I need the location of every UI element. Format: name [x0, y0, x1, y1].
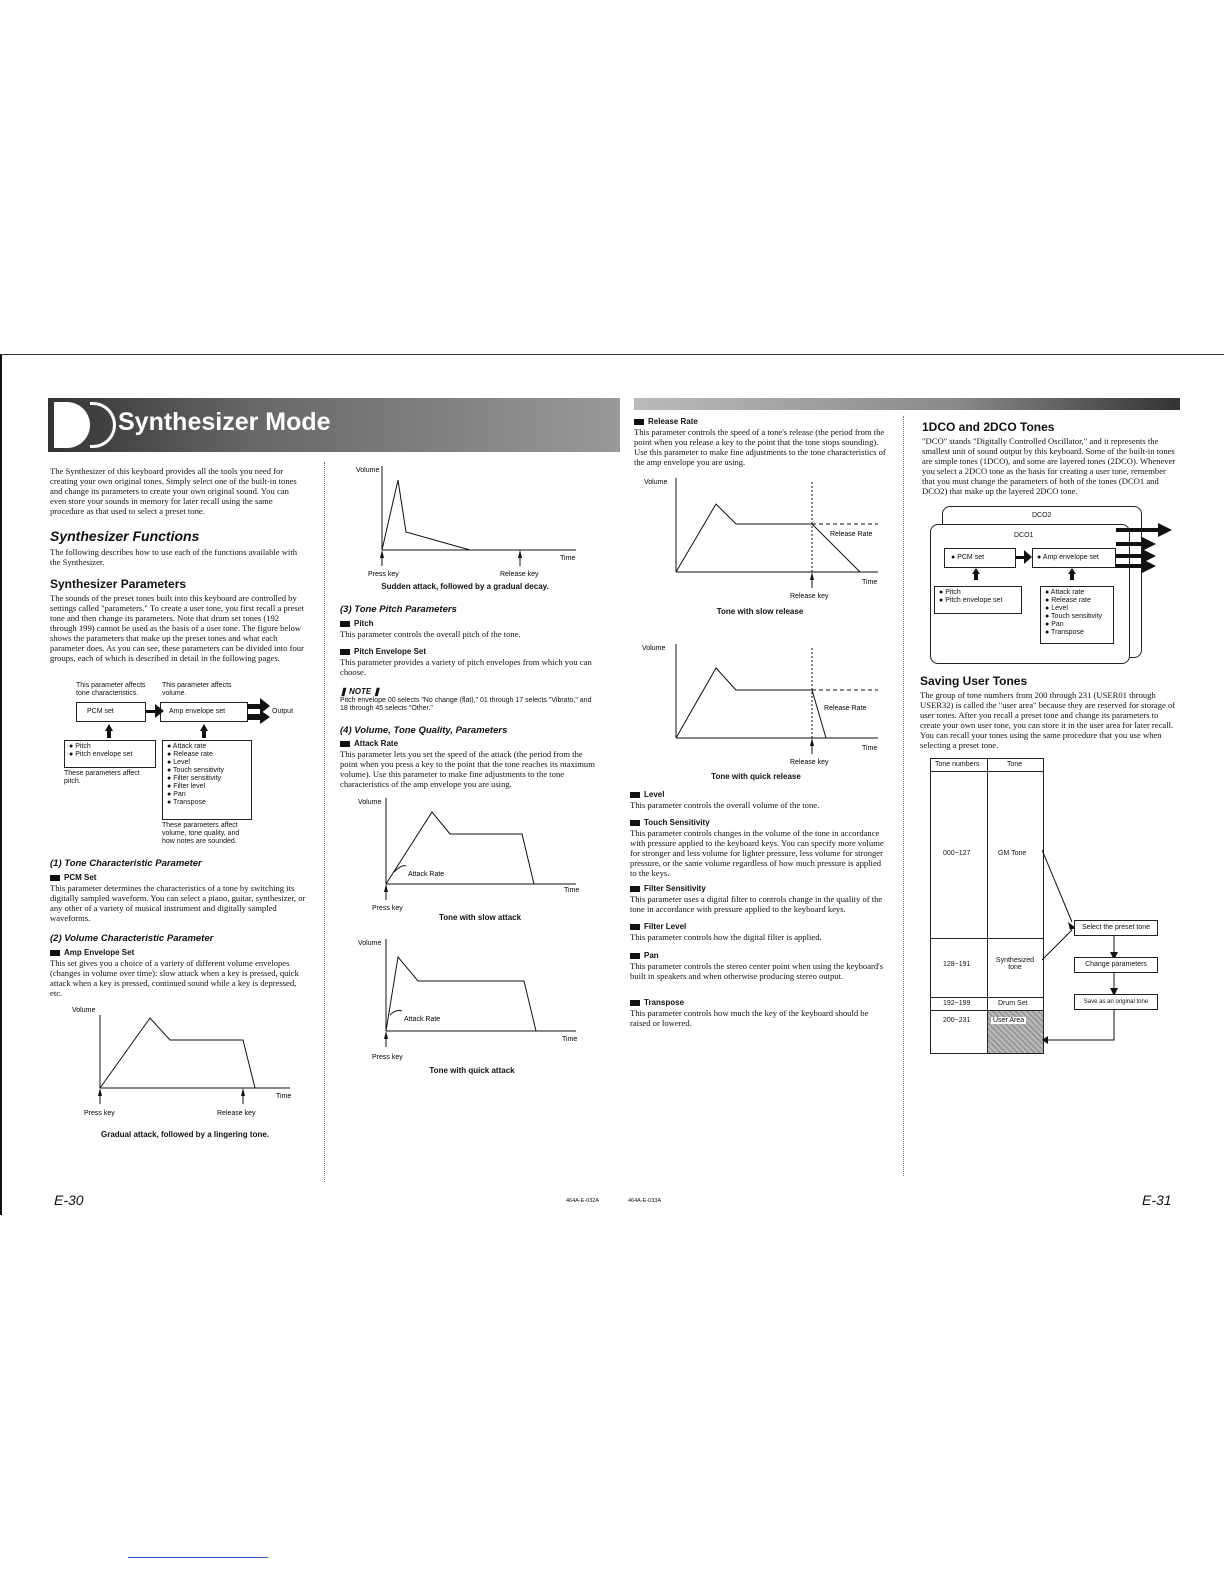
- amp-heading-text: Amp Envelope Set: [64, 948, 135, 957]
- tone-params-box: [162, 740, 252, 820]
- press-key-label: Press key: [84, 1110, 115, 1117]
- flow-step-save: [1074, 994, 1158, 1010]
- axis-time-label: Time: [560, 555, 576, 562]
- square-bullet-icon: [630, 792, 640, 798]
- diagram-note-right: This parameter affects volume.: [162, 682, 232, 697]
- tone-item: ● Transpose: [167, 799, 251, 807]
- axis-time-label: Time: [862, 745, 878, 752]
- fsens-heading-text: Filter Sensitivity: [644, 884, 706, 893]
- touch-heading-text: Touch Sensitivity: [644, 818, 710, 827]
- dco-tone-item: ● Attack rate: [1045, 589, 1113, 597]
- table-header-row: [931, 759, 1043, 772]
- attack-rate-label: Attack Rate: [404, 1016, 441, 1023]
- square-bullet-icon: [630, 953, 640, 959]
- release-text: This parameter controls the speed of a tone's release (the period from the point when you release a key to the point that the tone stops sounding). Use this parameter to make fine adjustments to the tone characteristics of the amp envelope you are using.: [634, 427, 886, 467]
- pan-heading: [630, 951, 659, 960]
- attack-rate-label: Attack Rate: [408, 871, 445, 878]
- dco-amp-label: ● Amp envelope set: [1037, 554, 1099, 561]
- envelope-curve: [100, 1018, 255, 1088]
- flow-step-text: Select the preset tone: [1081, 924, 1151, 931]
- table-cell-tone: GM Tone: [998, 850, 1027, 857]
- table-cell-tone: Synthesized tone: [995, 957, 1035, 971]
- pitch-item: ● Pitch: [69, 743, 155, 751]
- sec2-heading: (2) Volume Characteristic Parameter: [50, 933, 214, 944]
- attack-text: This parameter lets you set the speed of the attack (the period from the point when you press a key to the point that the tone reaches its maximum volume). Use this parameter to make fine adjustments to the tone characteristics of the amp envelope you are using.: [340, 749, 595, 789]
- tone-table: [930, 758, 1044, 1054]
- flow-connectors: [1042, 830, 1182, 1050]
- right-header-bar: [634, 398, 1180, 410]
- quick-release-caption: Tone with quick release: [711, 772, 801, 781]
- level-heading: [630, 790, 664, 799]
- banner-title: Synthesizer Mode: [118, 408, 331, 436]
- dco-pcm-label: ● PCM set: [951, 554, 985, 561]
- diagram-note-left: This parameter affects tone characteristics.: [76, 682, 146, 697]
- gm-connector: [1042, 850, 1072, 922]
- output-arrow-4: [1116, 559, 1156, 573]
- level-heading-text: Level: [644, 790, 665, 799]
- table-row: [931, 939, 1043, 998]
- axis-time-label: Time: [276, 1093, 292, 1100]
- pcm-heading-text: PCM Set: [64, 873, 97, 882]
- pcm-set-label: PCM set: [87, 708, 114, 715]
- table-cell-numbers: 128~191: [943, 961, 971, 968]
- banner-ring-icon: [90, 402, 116, 448]
- pcm-text: This parameter determines the characteristics of a tone by switching its digitally sampled waveform. You can select a piano, guitar, synthesizer, or any other of a variety of musical instrument and digitally sampled waveforms.: [50, 883, 306, 923]
- functions-heading: Synthesizer Functions: [50, 528, 200, 544]
- dco-pitch-box: [934, 586, 1022, 614]
- tone-note: These parameters affect volume, tone quality, and how notes are sounded.: [162, 822, 240, 845]
- left-page-edge: [0, 355, 2, 1215]
- press-key-label: Press key: [372, 1054, 403, 1061]
- table-cell-numbers: 000~127: [943, 850, 971, 857]
- flevel-heading-text: Filter Level: [644, 922, 687, 931]
- banner: [48, 398, 620, 452]
- graph2-caption: Sudden attack, followed by a gradual decay.: [381, 582, 549, 591]
- footer-code-left: 464A-E-032A: [566, 1198, 600, 1204]
- pcm-heading: [50, 873, 96, 882]
- dco-pitch-item: ● Pitch: [939, 589, 1021, 597]
- transpose-text: This parameter controls how much the key of the keyboard should be raised or lowered.: [630, 1008, 869, 1028]
- flow-step-text: Change parameters: [1085, 961, 1147, 968]
- dco1-label: DCO1: [1014, 532, 1034, 539]
- square-bullet-icon: [634, 419, 644, 425]
- saving-heading: Saving User Tones: [920, 674, 1028, 688]
- dco-tone-item: ● Release rate: [1045, 597, 1113, 605]
- functions-text: The following describes how to use each of the functions available with the Synthesizer.: [50, 547, 297, 567]
- dco-pitch-list: [939, 589, 1021, 605]
- level-text: This parameter controls the overall volume of the tone.: [630, 800, 820, 810]
- tone-item: ● Release rate: [167, 751, 251, 759]
- page-number-left: E-30: [54, 1192, 84, 1208]
- dco-text: "DCO" stands "Digitally Controlled Oscillator," and it represents the smallest unit of sound output by this keyboard. Some of the built-in tones are simple tones (1DCO), and some are layered tones (2DCO). Whenever you select a 2DCO tone as the basis for creating a user tone, remember that you must change the parameters of both of the tones (DCO1 and DCO2) that make up the layered 2DCO tone.: [922, 436, 1176, 496]
- column-divider: [324, 462, 325, 1182]
- envelope-graph-slow-release: [640, 474, 890, 604]
- axis-volume-label: Volume: [358, 940, 382, 947]
- tone-item: ● Filter level: [167, 783, 251, 791]
- table-cell-tone: User Area: [993, 1017, 1025, 1024]
- axis-volume-label: Volume: [356, 467, 380, 474]
- envelope-graph-gradual: [60, 1000, 310, 1124]
- attack-heading-text: Attack Rate: [354, 739, 399, 748]
- pitch-note: These parameters affect pitch.: [64, 770, 140, 785]
- pitch-heading-text: Pitch: [354, 619, 374, 628]
- release-heading-text: Release Rate: [648, 417, 698, 426]
- transpose-heading-text: Transpose: [644, 998, 685, 1007]
- column-divider: [903, 416, 904, 1176]
- release-heading: [634, 417, 698, 426]
- square-bullet-icon: [50, 875, 60, 881]
- square-bullet-icon: [630, 1000, 640, 1006]
- penv-text: This parameter provides a variety of pitch envelopes from which you can choose.: [340, 657, 592, 677]
- touch-text: This parameter controls changes in the volume of the tone in accordance with pressure applied to the keyboard keys. You can specify more volume for stronger and less volume for lighter pressure, less volume for stronger pressure, or the same volume regardless of how much pressure is applied to the keys.: [630, 828, 884, 878]
- pitch-params-list: [69, 743, 155, 759]
- envelope-graph-quick-attack: [340, 935, 590, 1065]
- table-cell-numbers: 200~231: [943, 1017, 971, 1024]
- params-heading: Synthesizer Parameters: [50, 577, 187, 591]
- dco-arrows: [930, 520, 1180, 590]
- square-bullet-icon: [630, 924, 640, 930]
- footer-code-right: 464A-E-033A: [628, 1198, 662, 1204]
- pan-text: This parameter controls the stereo center point when using the keyboard's built in speakers and when otherwise producing stereo output.: [630, 961, 884, 981]
- flevel-text: This parameter controls how the digital filter is applied.: [630, 932, 822, 942]
- press-key-label: Press key: [368, 571, 399, 578]
- square-bullet-icon: [340, 649, 350, 655]
- table-header-numbers: Tone numbers: [935, 761, 980, 768]
- dco-pcm-text: PCM set: [957, 554, 985, 561]
- tone-item: ● Touch sensitivity: [167, 767, 251, 775]
- params-text: The sounds of the preset tones built into this keyboard are controlled by settings called "parameters." To create a user tone, you first recall a preset tone and then change its parameters. Note that drum set tones (192 through 199) cannot be used as the basis of a user tone. The figure below shows the parameters that make up the preset tones and what each parameter does. As you can see, these parameters can be divided into four groups, each of which is described in detail in the following pages.: [50, 593, 304, 663]
- tone-item: ● Attack rate: [167, 743, 251, 751]
- dco-heading: 1DCO and 2DCO Tones: [922, 420, 1055, 434]
- output-arrow-2: [1116, 537, 1156, 551]
- save-return-line: [1042, 1010, 1114, 1040]
- attack-heading: [340, 739, 398, 748]
- flevel-heading: [630, 922, 686, 931]
- axis-volume-label: Volume: [72, 1007, 96, 1014]
- axis-volume-label: Volume: [644, 479, 668, 486]
- envelope-curve: [676, 504, 860, 572]
- tone-up-arrow: [200, 724, 208, 738]
- touch-heading: [630, 818, 710, 827]
- envelope-graph-sudden: [340, 462, 590, 580]
- bottom-link-rule: [128, 1557, 268, 1558]
- dco-tone-item: ● Level: [1045, 605, 1113, 613]
- dco-tone-item: ● Touch sensitivity: [1045, 613, 1113, 621]
- pitch-text: This parameter controls the overall pitch of the tone.: [340, 629, 521, 639]
- dco-tone-item: ● Transpose: [1045, 629, 1113, 637]
- envelope-graph-slow-attack: [340, 794, 590, 924]
- graph1-caption: Gradual attack, followed by a lingering tone.: [100, 1130, 270, 1139]
- square-bullet-icon: [630, 820, 640, 826]
- fsens-text: This parameter uses a digital filter to controls change in the quality of the tone in accordance with pressure applied to the keyboard keys.: [630, 894, 883, 914]
- penv-heading-text: Pitch Envelope Set: [354, 647, 427, 656]
- dco-tone-item: ● Pan: [1045, 621, 1113, 629]
- output-arrow-bottom: [247, 710, 270, 724]
- square-bullet-icon: [340, 621, 350, 627]
- release-key-label: Release key: [790, 593, 829, 600]
- note-text: Pitch envelope 00 selects "No change (flat)," 01 through 17 selects "Vibrato," and 18 through 45 selects "Other.": [340, 697, 592, 712]
- dco-tone-box: [1040, 586, 1114, 644]
- release-rate-label: Release Rate: [824, 705, 867, 712]
- synth-connector: [1042, 930, 1072, 960]
- penv-heading: [340, 647, 426, 656]
- pitch-item: ● Pitch envelope set: [69, 751, 155, 759]
- output-arrow-top: [247, 698, 270, 714]
- amp-text: This set gives you a choice of a variety of different volume envelopes (changes in volume over time): slow attack when a key is pressed, quick attack when a key is pressed, continued sound while a key is depressed, etc.: [50, 958, 299, 998]
- transpose-heading: [630, 998, 684, 1007]
- table-header-tone: Tone: [1007, 761, 1023, 768]
- axis-time-label: Time: [564, 887, 580, 894]
- table-row: [931, 998, 1043, 1011]
- press-key-label: Press key: [372, 905, 403, 912]
- quick-attack-caption: Tone with quick attack: [429, 1066, 515, 1075]
- square-bullet-icon: [50, 950, 60, 956]
- banner-bracket-icon: [54, 402, 90, 448]
- flow-step-text: Save as an original tone: [1083, 999, 1149, 1005]
- dco-tone-list: [1045, 589, 1113, 637]
- sec1-heading: (1) Tone Characteristic Parameter: [50, 858, 202, 869]
- pcm-to-amp-arrow: [145, 704, 164, 718]
- square-bullet-icon: [340, 741, 350, 747]
- dco-amp-text: Amp envelope set: [1042, 554, 1099, 561]
- table-row: [931, 772, 1043, 939]
- table-cell-numbers: 192~199: [943, 1000, 971, 1007]
- pitch-params-box: [64, 740, 156, 768]
- dco2-label: DCO2: [1032, 512, 1052, 519]
- axis-volume-label: Volume: [642, 645, 666, 652]
- amp-heading: [50, 948, 134, 957]
- envelope-curve: [382, 480, 470, 550]
- dco-pitch-item: ● Pitch envelope set: [939, 597, 1021, 605]
- attack-rate-arc: [390, 1011, 402, 1016]
- release-key-label: Release key: [217, 1110, 256, 1117]
- sec3-heading: (3) Tone Pitch Parameters: [340, 604, 457, 615]
- pitch-up-arrow: [972, 568, 980, 580]
- table-row: [931, 1011, 1043, 1053]
- page-top-rule: [0, 354, 1224, 355]
- axis-time-label: Time: [862, 579, 878, 586]
- fsens-heading: [630, 884, 706, 893]
- page-number-right: E-31: [1142, 1192, 1172, 1208]
- pitch-up-arrow: [105, 724, 113, 738]
- amp-env-label: Amp envelope set: [169, 708, 226, 715]
- tone-item: ● Level: [167, 759, 251, 767]
- tone-item: ● Filter sensitivity: [167, 775, 251, 783]
- pitch-heading: [340, 619, 374, 628]
- axis-volume-label: Volume: [358, 799, 382, 806]
- tone-item: ● Pan: [167, 791, 251, 799]
- square-bullet-icon: [630, 886, 640, 892]
- intro-text: The Synthesizer of this keyboard provides all the tools you need for creating your own original tones. Simply select one of the built-in tones and change its parameters to create your own original sound. You can even store your sounds in memory for later recall using the same procedure as that used to select a preset tone.: [50, 466, 297, 516]
- pan-heading-text: Pan: [644, 951, 659, 960]
- envelope-graph-quick-release: [640, 640, 890, 768]
- slow-release-caption: Tone with slow release: [716, 607, 804, 616]
- note-heading: ❚ NOTE ❚: [340, 687, 381, 696]
- table-cell-tone: Drum Set: [998, 1000, 1028, 1007]
- note-heading-text: NOTE: [348, 687, 372, 696]
- tone-params-list: [167, 743, 251, 807]
- flow-step-select: [1074, 920, 1158, 936]
- tone-up-arrow: [1068, 568, 1076, 580]
- envelope-curve: [676, 668, 826, 738]
- output-arrow-3: [1116, 549, 1156, 563]
- saving-text: The group of tone numbers from 200 through 231 (USER01 through USER32) is called the "user area" because they are reserved for storage of user tones. After you recall a preset tone and change its parameters to create your own user tone, you can store it in the user area for later recall. You can recall your tones using the same procedure that you use when selecting a preset tone.: [920, 690, 1176, 750]
- slow-attack-caption: Tone with slow attack: [438, 913, 522, 922]
- release-key-label: Release key: [790, 759, 829, 766]
- pcm-to-amp-arrow: [1016, 550, 1032, 564]
- release-rate-label: Release Rate: [830, 531, 873, 538]
- return-arrow-icon: [1042, 1036, 1048, 1044]
- axis-time-label: Time: [562, 1036, 578, 1043]
- sec4-heading: (4) Volume, Tone Quality, Parameters: [340, 725, 508, 736]
- flow-step-change: [1074, 957, 1158, 973]
- output-label: Output: [272, 708, 294, 715]
- release-key-label: Release key: [500, 571, 539, 578]
- output-arrow-1: [1116, 523, 1172, 537]
